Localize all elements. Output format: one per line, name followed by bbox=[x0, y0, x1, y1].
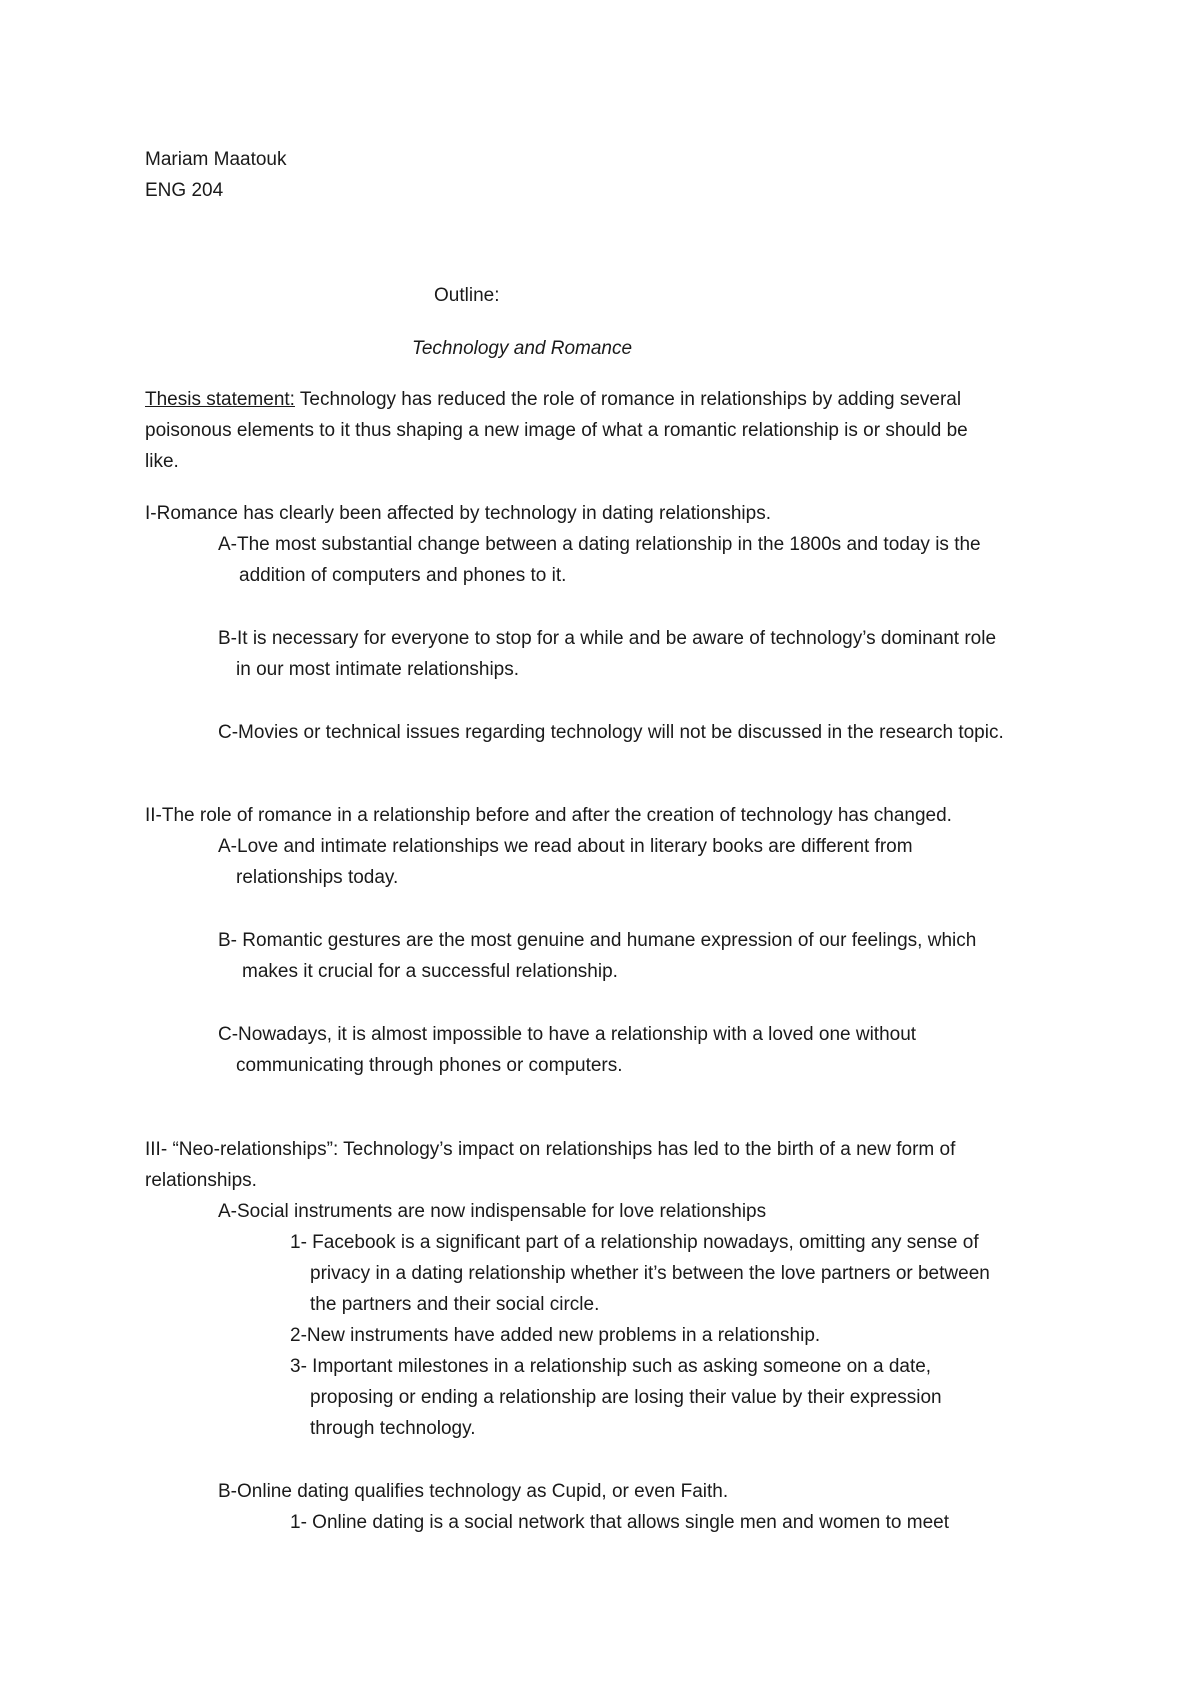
thesis-line-2: poisonous elements to it thus shaping a new image of what a romantic relationship is or should be bbox=[145, 420, 968, 441]
outline-heading: Outline: bbox=[434, 285, 500, 306]
thesis-line-3: like. bbox=[145, 451, 179, 472]
section-3-a1-line-2: privacy in a dating relationship whether it’s between the love partners or between bbox=[310, 1263, 990, 1284]
section-2-c-line-1: C-Nowadays, it is almost impossible to have a relationship with a loved one without bbox=[218, 1024, 917, 1045]
section-2-b-line-1: B- Romantic gestures are the most genuine and humane expression of our feelings, which bbox=[218, 930, 977, 951]
section-3-a2-line-1: 2-New instruments have added new problems in a relationship. bbox=[290, 1325, 821, 1346]
section-3-a-line-1: A-Social instruments are now indispensable for love relationships bbox=[218, 1201, 767, 1222]
author-name: Mariam Maatouk bbox=[145, 149, 287, 170]
course-code: ENG 204 bbox=[145, 180, 224, 201]
section-1-b-line-1: B-It is necessary for everyone to stop for a while and be aware of technology’s dominant role bbox=[218, 628, 997, 649]
section-3-a3-line-2: proposing or ending a relationship are losing their value by their expression bbox=[310, 1387, 942, 1408]
section-1-a-line-1: A-The most substantial change between a dating relationship in the 1800s and today is the bbox=[218, 534, 981, 555]
thesis-line-1 bbox=[145, 388, 961, 412]
section-3-a3-line-1: 3- Important milestones in a relationship such as asking someone on a date, bbox=[290, 1356, 932, 1377]
section-2-heading: II-The role of romance in a relationship before and after the creation of technology has changed. bbox=[145, 805, 952, 826]
section-1-c-line-1: C-Movies or technical issues regarding technology will not be discussed in the research topic. bbox=[218, 722, 1004, 743]
section-2-a-line-2: relationships today. bbox=[236, 867, 399, 888]
section-3-heading-line-1: III- “Neo-relationships”: Technology’s impact on relationships has led to the birth of a new form of bbox=[145, 1139, 956, 1160]
thesis-text: Technology has reduced the role of romance in relationships by adding several bbox=[294, 389, 962, 410]
section-3-heading-line-2: relationships. bbox=[145, 1170, 257, 1191]
section-2-b-line-2: makes it crucial for a successful relationship. bbox=[242, 961, 618, 982]
section-3-b-line-1: B-Online dating qualifies technology as Cupid, or even Faith. bbox=[218, 1481, 729, 1502]
section-3-a1-line-3: the partners and their social circle. bbox=[310, 1294, 600, 1315]
section-1-b-line-2: in our most intimate relationships. bbox=[236, 659, 520, 680]
section-2-c-line-2: communicating through phones or computers. bbox=[236, 1055, 623, 1076]
section-1-a-line-2: addition of computers and phones to it. bbox=[239, 565, 567, 586]
section-1-heading: I-Romance has clearly been affected by technology in dating relationships. bbox=[145, 503, 771, 524]
section-3-a1-line-1: 1- Facebook is a significant part of a relationship nowadays, omitting any sense of bbox=[290, 1232, 979, 1253]
document-title: Technology and Romance bbox=[412, 338, 633, 359]
section-2-a-line-1: A-Love and intimate relationships we read about in literary books are different from bbox=[218, 836, 913, 857]
section-3-b1-line-1: 1- Online dating is a social network that allows single men and women to meet bbox=[290, 1512, 950, 1533]
section-3-a3-line-3: through technology. bbox=[310, 1418, 476, 1439]
thesis-label: Thesis statement: bbox=[145, 389, 295, 410]
